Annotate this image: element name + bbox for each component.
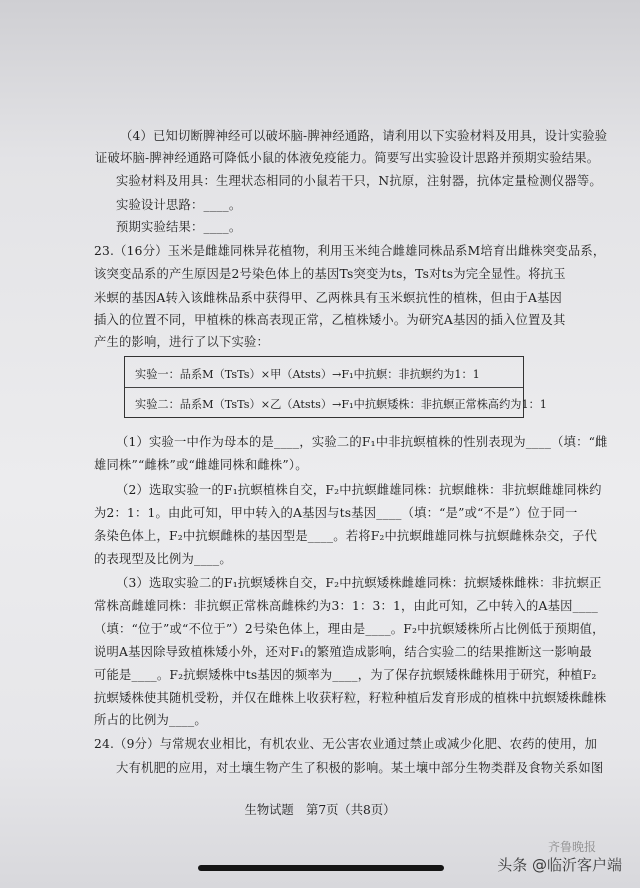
text-line: 条染色体上，F₂中抗螟雌株的基因型是____。若将F₂中抗螟雌雄同株与抗螟雌株杂交，子代 [94, 529, 598, 543]
text-line: 说明A基因除导致植株矮小外，还对F₁的繁殖造成影响，结合实验二的结果推断这一影响最 [94, 645, 592, 659]
text-line: 所占的比例为____。 [94, 713, 207, 727]
text-line: 预期实验结果：____。 [116, 220, 242, 234]
divider [125, 387, 523, 388]
text-line: 证破坏脑-脾神经通路可降低小鼠的体液免疫能力。简要写出实验设计思路并预期实验结果。 [95, 151, 600, 165]
text-line: 实验设计思路：____。 [116, 198, 242, 212]
text-line: 该突变品系的产生原因是2号染色体上的基因Ts突变为ts，Ts对ts为完全显性。将抗玉 [94, 267, 566, 281]
question-23: 23.（16分）玉米是雌雄同株异花植物，利用玉米纯合雌雄同株品系M培育出雌株突变品系， [94, 244, 606, 258]
text-line: （4）已知切断脾神经可以破坏脑-脾神经通路，请利用以下实验材料及用具，设计实验验 [120, 129, 608, 143]
sub-question-1: （1）实验一中作为母本的是____，实验二的F₁中非抗螟植株的性别表现为____（填：“雌 [116, 435, 608, 449]
sub-question-3: （3）选取实验二的F₁抗螟矮株自交，F₂中抗螟矮株雌雄同株：抗螟矮株雌株：非抗螟正 [116, 576, 602, 590]
text-line: 雄同株”“雌株”或“雌雄同株和雌株”）。 [94, 458, 308, 472]
text-line: 可能是____。F₂抗螟矮株中ts基因的频率为____，为了保存抗螟矮株雌株用于研究，种植F₂ [94, 668, 597, 682]
watermark: 头条 @临沂客户端 [497, 856, 622, 874]
text-line: 大有机肥的应用，对土壤生物产生了积极的影响。某土壤中部分生物类群及食物关系如图 [116, 761, 604, 775]
text-line: 米螟的基因A转入该雌株品系中获得甲、乙两株具有玉米螟抗性的植株，但由于A基因 [94, 291, 563, 305]
text-line: 抗螟矮株使其随机受粉，并仅在雌株上收获籽粒，籽粒种植后发育形成的植株中抗螟矮株雌株 [94, 691, 607, 705]
experiment-1: 实验一：品系M（TsTs）×甲（Atsts）→F₁中抗螟：非抗螟约为1：1 [135, 368, 480, 381]
page-footer: 生物试题 第7页（共8页） [244, 803, 396, 817]
sub-question-2: （2）选取实验一的F₁抗螟植株自交，F₂中抗螟雌雄同株：抗螟雌株：非抗螟雌雄同株约 [116, 483, 602, 497]
experiment-table [124, 356, 547, 418]
text-line: 常株高雌雄同株：非抗螟正常株高雌株约为3：1：3：1，由此可知，乙中转入的A基因____ [94, 599, 598, 613]
home-indicator[interactable] [198, 865, 444, 871]
text-line: 为2：1：1。由此可知，甲中转入的A基因与ts基因____（填：“是”或“不是”）位于同一 [94, 506, 578, 520]
text-line: 实验材料及用具：生理状态相同的小鼠若干只，N抗原，注射器，抗体定量检测仪器等。 [116, 174, 602, 188]
text-line: （填：“位于”或“不位于”）2号染色体上，理由是____。F₂中抗螟矮株所占比例低于预期值， [94, 622, 605, 636]
text-line: 产生的影响，进行了以下实验： [94, 335, 269, 349]
watermark-top: 齐鲁晚报 [547, 840, 596, 854]
experiment-2: 实验二：品系M（TsTs）×乙（Atsts）→F₁中抗螟矮株：非抗螟正常株高约为1：1 [135, 398, 547, 411]
text-line: 插入的位置不同，甲植株的株高表现正常，乙植株矮小。为研究A基因的插入位置及其 [94, 313, 566, 327]
text-line: 的表现型及比例为____。 [94, 552, 232, 566]
question-24: 24.（9分）与常规农业相比，有机农业、无公害农业通过禁止或减少化肥、农药的使用，加 [94, 737, 598, 751]
